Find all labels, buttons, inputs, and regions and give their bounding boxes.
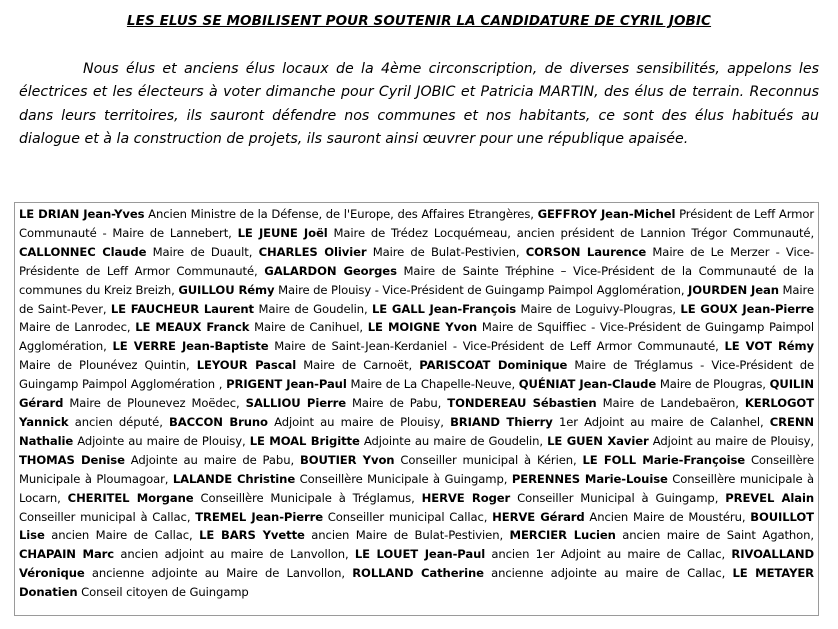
signatory-name: GUILLOU Rémy [178, 282, 275, 297]
signatory-role: Ancien Maire de Moustéru [589, 509, 742, 524]
signatory-name: LE DRIAN Jean-Yves [19, 207, 145, 221]
signatory-name: PERENNES Marie-Louise [511, 471, 668, 486]
signatory-role: Maire de Trédez Locquémeau, ancien président de Lannion Trégor Communauté [333, 225, 811, 240]
signatory-role: Ancien Ministre de la Défense, de l'Europe, des Affaires Etrangères [148, 207, 531, 221]
signatory-name: LE MOAL Brigitte [249, 433, 360, 448]
signatory-name: CHARLES Olivier [258, 244, 367, 259]
signatory-role: Maire de Le Merzer - Vice-Présidente de Leff Armor Communauté [19, 244, 815, 278]
signatory-name: LE FOLL Marie-Françoise [582, 452, 746, 467]
signatory-role: Maire de Sainte Tréphine – Vice-Président de la Communauté de la communes du Kreiz Breizh [19, 263, 814, 297]
signatory-name: BOUILLOT Lise [19, 509, 814, 543]
signatory-role: ancien maire de Saint Agathon [622, 528, 811, 543]
signatory-entry [199, 528, 499, 542]
signatory-name: LE VOT Rémy [724, 339, 814, 354]
signatory-entry [372, 302, 672, 316]
signatory-name: HERVE Roger [421, 490, 511, 505]
signatory-entry [422, 491, 715, 505]
signatory-role: Conseiller municipal à Callac [19, 509, 187, 524]
signatory-entry [250, 434, 540, 448]
page-title: LES ELUS SE MOBILISENT POUR SOUTENIR LA CANDIDATURE DE CYRIL JOBIC [126, 13, 712, 29]
signatory-name: LEYOUR Pascal [196, 358, 297, 373]
signatory-role: Conseiller Municipal à Guingamp [517, 490, 715, 505]
signatory-role: ancien adjoint au maire de Lanvollon [120, 547, 345, 562]
signatory-name: TONDEREAU Sébastien [447, 396, 597, 411]
signatory-name: ROLLAND Catherine [352, 566, 484, 581]
signatory-name: LE MEAUX Franck [135, 320, 250, 335]
signatory-entry [197, 358, 409, 372]
signatory-name: QUILIN Gérard [19, 377, 815, 411]
signatory-name: JOURDEN Jean [688, 282, 779, 297]
signatory-role: Maire de Landebaëron [602, 396, 736, 411]
signatory-entry [226, 377, 511, 391]
signatory-role: ancien 1er Adjoint au maire de Callac [491, 547, 722, 562]
signatory-name: RIVOALLAND Véronique [19, 547, 814, 581]
intro-paragraph: Nous élus et anciens élus locaux de la 4ème circonscription, de diverses sensibilités, appelons les électrices et les électeurs à voter dimanche pour Cyril JOBIC et Patricia MARTIN, des élus de terrain. Reconnus dans leurs territoires, ils sauront défendre nos communes et nos habitants, ce sont des élus habitués au dialogue et à la construction de projets, ils sauront ainsi œuvrer pour une république apaisée. [19, 61, 819, 148]
signatory-role: ancienne adjointe au maire de Callac [491, 566, 722, 581]
signatory-role: Maire de Plougras [659, 377, 763, 392]
signatory-entry [547, 434, 810, 448]
signatory-entry [355, 547, 722, 561]
signatory-role: Maire de Lanrodec [19, 320, 127, 335]
signatory-entry [19, 207, 530, 221]
signatory-role: Maire de Tréglamus - Vice-Président de Guingamp Paimpol Agglomération [19, 358, 815, 392]
signatory-role: Président de Leff Armor Communauté - Maire de Lannebert [19, 207, 815, 240]
signatory-name: GALARDON Georges [264, 263, 397, 278]
signatory-name: PREVEL Alain [725, 490, 815, 505]
signatory-name: LE FAUCHEUR Laurent [110, 301, 254, 316]
signatory-role: Conseillère Municipale à Ploumagoar [19, 452, 814, 486]
signatory-entry [450, 415, 760, 429]
signatory-entry [510, 528, 811, 542]
signatory-entry [300, 453, 573, 467]
signatory-role: Maire de Carnoët [303, 358, 409, 373]
signatory-role: Maire de Bulat-Pestivien [372, 244, 516, 259]
signatory-entry [68, 491, 411, 505]
signatory-name: LE JEUNE Joël [237, 225, 328, 240]
signatory-entry [135, 320, 359, 334]
signatory-entry [113, 339, 716, 353]
signatory-role: Maire de Goudelin [258, 301, 364, 316]
signatory-entry [246, 396, 438, 410]
signatory-role: Maire de Pabu [351, 396, 438, 411]
signatory-role: Maire de Saint-Pever [19, 282, 814, 316]
signatory-role: Maire de Duault [152, 244, 249, 259]
signatory-name: CHERITEL Morgane [67, 490, 194, 505]
signatory-role: Maire de Canihuel [254, 320, 360, 335]
signatory-name: BOUTIER Yvon [299, 452, 395, 467]
signatory-name: HERVE Gérard [492, 509, 585, 524]
signatory-name: CALLONNEC Claude [19, 244, 147, 259]
signatory-name: QUÉNIAT Jean-Claude [518, 377, 657, 392]
signatory-entry [178, 283, 681, 297]
signatories-list: LE DRIAN Jean-Yves Ancien Ministre de la Défense, de l'Europe, des Affaires Etrangères, GEFFROY Jean-Michel Président de Leff Armor Communauté - Maire de Lannebert, LE JEUNE Joël Maire de Trédez Locquémeau, ancien président de Lannion Trégor Communauté, CALLONNEC Claude Maire de Duault, CHARLES Olivier Maire de Bulat-Pestivien, CORSON Laurence Maire de Le Merzer - Vice-Présidente de Leff Armor Communauté, GALARDON Georges Maire de Sainte Tréphine – Vice-Président de la Communauté de la communes du Kreiz Breizh, GUILLOU Rémy Maire de Plouisy - Vice-Président de Guingamp Paimpol Agglomération, JOURDEN Jean Maire de Saint-Pever, LE FAUCHEUR Laurent Maire de Goudelin, LE GALL Jean-François Maire de Loguivy-Plougras, LE GOUX Jean-Pierre Maire de Lanrodec, LE MEAUX Franck Maire de Canihuel, LE MOIGNE Yvon Maire de Squiffiec - Vice-Président de Guingamp Paimpol Agglomération, LE VERRE Jean-Baptiste Maire de Saint-Jean-Kerdaniel - Vice-Président de Leff Armor Communauté, LE VOT Rémy Maire de Plounévez Quintin, LEYOUR Pascal Maire de Carnoët, PARISCOAT Dominique Maire de Tréglamus - Vice-Président de Guingamp Paimpol Agglomération , PRIGENT Jean-Paul Maire de La Chapelle-Neuve, QUÉNIAT Jean-Claude Maire de Plougras, QUILIN Gérard Maire de Plounevez Moëdec, SALLIOU Pierre Maire de Pabu, TONDEREAU Sébastien Maire de Landebaëron, KERLOGOT Yannick ancien député, BACCON Bruno Adjoint au maire de Plouisy, BRIAND Thierry 1er Adjoint au maire de Calanhel, CRENN Nathalie Adjointe au maire de Plouisy, LE MOAL Brigitte Adjointe au maire de Goudelin, LE GUEN Xavier Adjoint au maire de Plouisy, THOMAS Denise Adjointe au maire de Pabu, BOUTIER Yvon Conseiller municipal à Kérien, LE FOLL Marie-Françoise Conseillère Municipale à Ploumagoar, LALANDE Christine Conseillère Municipale à Guingamp, PERENNES Marie-Louise Conseillère municipale à Locarn, CHERITEL Morgane Conseillère Municipale à Tréglamus, HERVE Roger Conseiller Municipal à Guingamp, PREVEL Alain Conseiller municipal à Callac, TREMEL Jean-Pierre Conseiller municipal Callac, HERVE Gérard Ancien Maire de Moustéru, BOUILLOT Lise ancien Maire de Callac, LE BARS Yvette ancien Maire de Bulat-Pestivien, MERCIER Lucien ancien maire de Saint Agathon, CHAPAIN Marc ancien adjoint au maire de Lanvollon, LE LOUET Jean-Paul ancien 1er Adjoint au maire de Callac, RIVOALLAND Véronique ancienne adjointe au Maire de Lanvollon, ROLLAND Catherine ancienne adjointe au maire de Callac, LE METAYER Donatien Conseil citoyen de Guingamp [19, 207, 815, 600]
signatory-role: Conseiller municipal Callac [327, 509, 484, 524]
signatory-role: Adjointe au maire de Goudelin [363, 433, 540, 448]
signatory-name: BRIAND Thierry [450, 414, 553, 429]
signatory-name: LE LOUET Jean-Paul [354, 547, 486, 562]
signatory-entry [19, 245, 249, 259]
signatory-name: THOMAS Denise [19, 452, 125, 467]
signatory-role: ancienne adjointe au Maire de Lanvollon [91, 566, 342, 581]
signatory-entry [195, 510, 484, 524]
signatory-name: MERCIER Lucien [509, 528, 616, 543]
signatory-entry [352, 566, 721, 580]
signatory-role: Conseillère Municipale à Tréglamus [200, 490, 412, 505]
signatory-role: Conseiller municipal à Kérien [400, 452, 573, 467]
signatory-name: PRIGENT Jean-Paul [226, 377, 347, 392]
signatory-role: ancien député [74, 414, 160, 429]
signatories-box [14, 202, 819, 616]
signatory-role: ancien Maire de Bulat-Pestivien [311, 528, 500, 543]
signatory-role: Adjoint au maire de Plouisy [274, 414, 441, 429]
signatory-role: Maire de Loguivy-Plougras [520, 301, 673, 316]
signatory-name: CORSON Laurence [525, 244, 647, 259]
signatory-name: CHAPAIN Marc [19, 547, 115, 562]
signatory-role: Conseil citoyen de Guingamp [81, 585, 249, 600]
signatory-role: Maire de Plouisy - Vice-Président de Guingamp Paimpol Agglomération [278, 282, 681, 297]
signatory-role: 1er Adjoint au maire de Calanhel [558, 414, 760, 429]
signatory-name: LE GUEN Xavier [547, 433, 649, 448]
signatory-entry [169, 415, 440, 429]
signatory-entry [111, 302, 364, 316]
signatory-name: LE GOUX Jean-Pierre [680, 301, 815, 316]
signatory-role: Conseillère Municipale à Guingamp [299, 471, 504, 486]
signatory-entry [238, 226, 811, 240]
signatory-role: Adjointe au maire de Plouisy [77, 433, 242, 448]
signatory-role: Adjoint au maire de Plouisy [652, 433, 811, 448]
signatory-role: Adjointe au maire de Pabu [130, 452, 291, 467]
signatory-entry [492, 510, 742, 524]
signatory-name: LE METAYER Donatien [19, 566, 815, 600]
signatory-name: LE MOIGNE Yvon [367, 320, 478, 335]
signatory-name: CRENN Nathalie [19, 414, 815, 448]
signatory-entry [19, 547, 345, 561]
signatory-role: Maire de Saint-Jean-Kerdaniel - Vice-Président de Leff Armor Communauté [274, 339, 716, 354]
signatory-entry [519, 377, 762, 391]
signatory-entry [259, 245, 516, 259]
signatory-entry [447, 396, 735, 410]
signatory-name: PARISCOAT Dominique [419, 358, 568, 373]
signatory-role: Maire de Plounevez Moëdec [69, 396, 236, 411]
signatory-name: KERLOGOT Yannick [19, 396, 815, 429]
signatory-role: Maire de La Chapelle-Neuve [350, 377, 512, 392]
signatory-name: TREMEL Jean-Pierre [195, 509, 323, 524]
signatory-name: GEFFROY Jean-Michel [537, 207, 676, 221]
signatory-role: Maire de Squiffiec - Vice-Président de Guingamp Paimpol Agglomération [19, 320, 815, 354]
signatory-name: BACCON Bruno [169, 414, 268, 429]
signatory-name: SALLIOU Pierre [245, 396, 346, 411]
signatory-name: LALANDE Christine [172, 471, 296, 486]
signatory-role: Maire de Plounévez Quintin [19, 358, 186, 373]
signatory-role: ancien Maire de Callac [51, 528, 189, 543]
signatory-entry [173, 472, 504, 486]
signatory-name: LE VERRE Jean-Baptiste [112, 339, 269, 354]
signatory-name: LE GALL Jean-François [372, 301, 517, 316]
signatory-name: LE BARS Yvette [199, 528, 305, 543]
signatory-entry [19, 453, 290, 467]
signatory-role: Conseillère municipale à Locarn [19, 471, 814, 505]
